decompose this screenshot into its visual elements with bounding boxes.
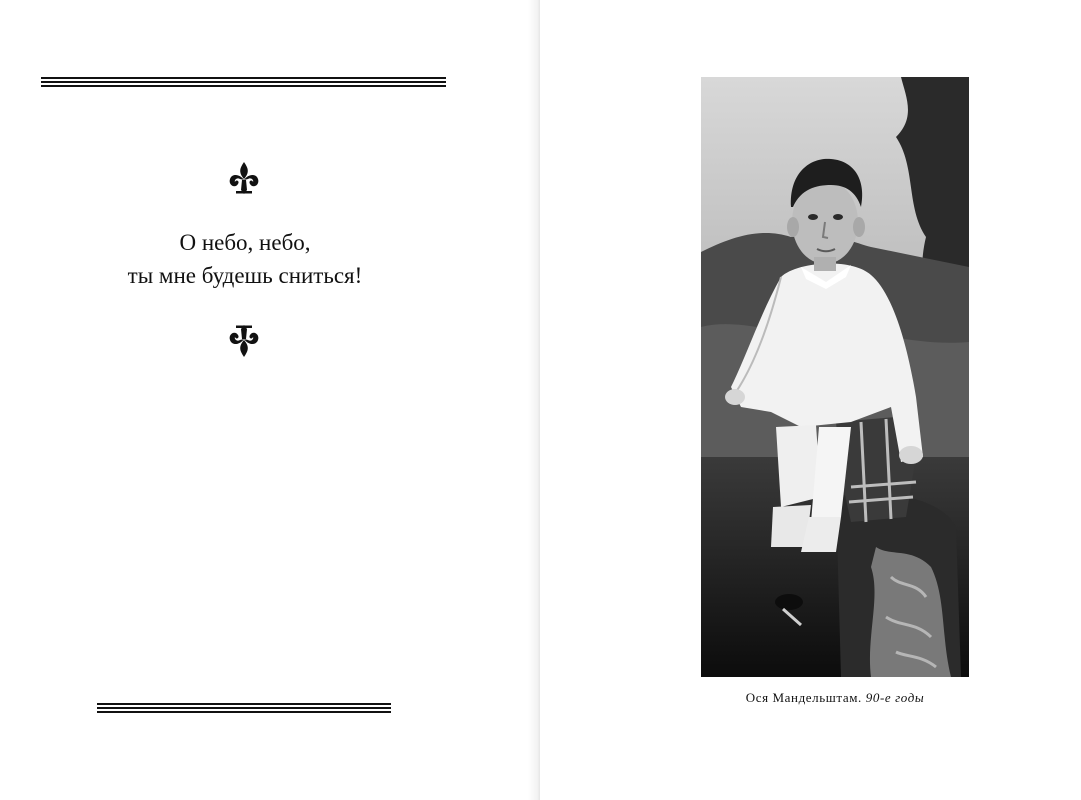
bottom-triple-rule [97,703,391,714]
epigraph-line-2: ты мне будешь сниться! [127,263,363,288]
top-triple-rule [41,77,446,88]
fleuron-inverted-icon [226,323,262,359]
epigraph-line-1: О небо, небо, [179,230,311,255]
epigraph [60,226,430,292]
left-page [0,0,540,800]
child-portrait-photo [701,77,969,677]
caption-name: Ося Мандельштам. [745,690,862,705]
caption-period: 90-е годы [865,690,925,705]
photo-caption [700,690,970,706]
right-page [540,0,1081,800]
fleuron-icon [226,160,262,196]
